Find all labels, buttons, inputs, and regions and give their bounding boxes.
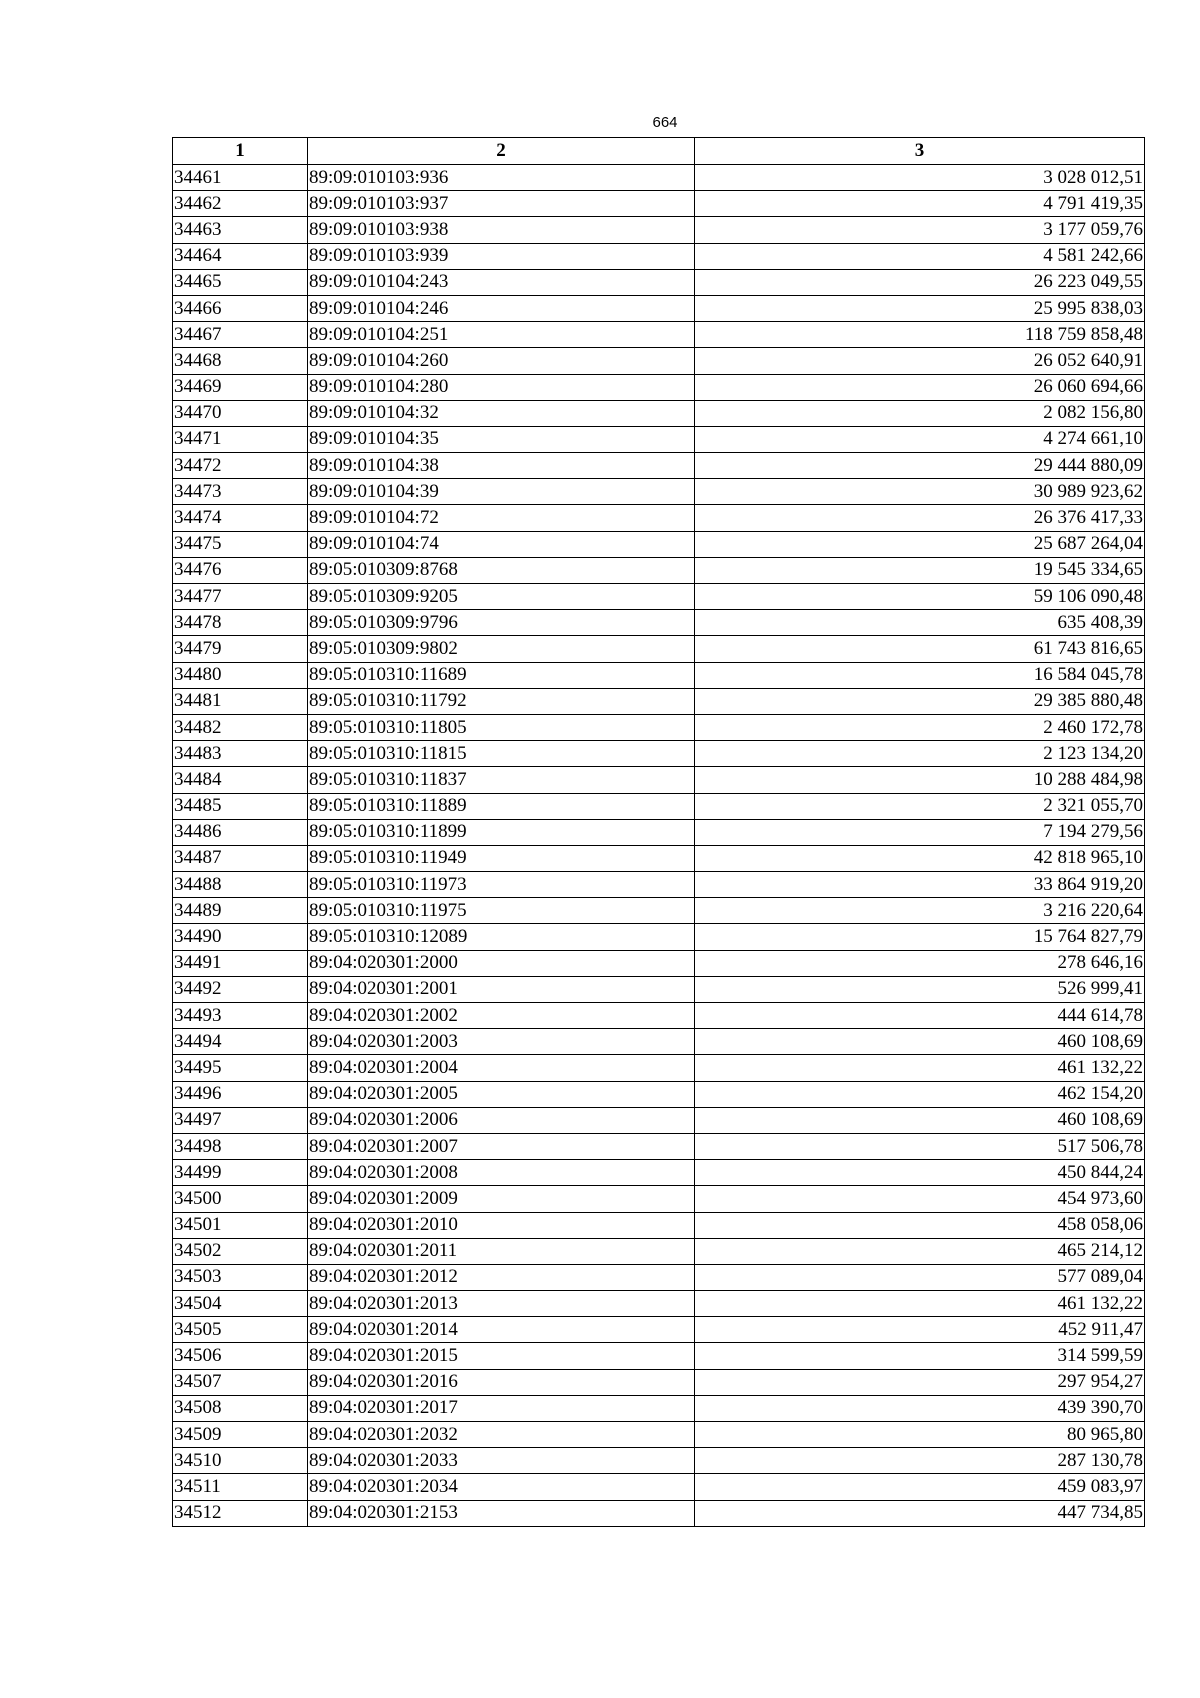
cadastral-value-cell: 577 089,04 — [695, 1264, 1145, 1290]
table-row — [173, 1343, 1145, 1369]
row-number-cell: 34473 — [173, 479, 308, 505]
table-row — [173, 767, 1145, 793]
cadastral-number-cell: 89:09:010104:38 — [308, 453, 695, 479]
cadastral-number-cell: 89:09:010104:74 — [308, 531, 695, 557]
cadastral-number-cell: 89:09:010104:243 — [308, 269, 695, 295]
table-row — [173, 426, 1145, 452]
cadastral-number-cell: 89:09:010103:936 — [308, 165, 695, 191]
cadastral-number-cell: 89:09:010104:39 — [308, 479, 695, 505]
table-row — [173, 191, 1145, 217]
cadastral-number-cell: 89:05:010309:9205 — [308, 584, 695, 610]
cadastral-number-cell: 89:05:010310:11815 — [308, 741, 695, 767]
row-number-cell: 34502 — [173, 1238, 308, 1264]
table-row — [173, 1212, 1145, 1238]
table-header — [173, 138, 1145, 165]
table-row — [173, 1264, 1145, 1290]
table-row — [173, 1081, 1145, 1107]
cadastral-value-cell: 26 052 640,91 — [695, 348, 1145, 374]
cadastral-value-cell: 29 385 880,48 — [695, 688, 1145, 714]
cadastral-value-cell: 3 216 220,64 — [695, 898, 1145, 924]
cadastral-value-cell: 2 123 134,20 — [695, 741, 1145, 767]
row-number-cell: 34476 — [173, 557, 308, 583]
column-header-3: 3 — [695, 138, 1145, 165]
table-row — [173, 1133, 1145, 1159]
table-row — [173, 1107, 1145, 1133]
cadastral-value-cell: 42 818 965,10 — [695, 845, 1145, 871]
cadastral-value-cell: 59 106 090,48 — [695, 584, 1145, 610]
table-row — [173, 453, 1145, 479]
table-row — [173, 217, 1145, 243]
table-row — [173, 374, 1145, 400]
cadastral-number-cell: 89:04:020301:2012 — [308, 1264, 695, 1290]
row-number-cell: 34486 — [173, 819, 308, 845]
table-row — [173, 584, 1145, 610]
row-number-cell: 34475 — [173, 531, 308, 557]
cadastral-number-cell: 89:04:020301:2004 — [308, 1055, 695, 1081]
cadastral-number-cell: 89:04:020301:2002 — [308, 1003, 695, 1029]
cadastral-value-cell: 3 177 059,76 — [695, 217, 1145, 243]
cadastral-value-cell: 80 965,80 — [695, 1422, 1145, 1448]
table-row — [173, 1003, 1145, 1029]
cadastral-number-cell: 89:09:010104:251 — [308, 322, 695, 348]
cadastral-number-cell: 89:05:010309:9802 — [308, 636, 695, 662]
cadastral-number-cell: 89:04:020301:2015 — [308, 1343, 695, 1369]
cadastral-value-cell: 10 288 484,98 — [695, 767, 1145, 793]
cadastral-number-cell: 89:04:020301:2032 — [308, 1422, 695, 1448]
cadastral-value-cell: 314 599,59 — [695, 1343, 1145, 1369]
row-number-cell: 34463 — [173, 217, 308, 243]
cadastral-number-cell: 89:05:010310:11889 — [308, 793, 695, 819]
cadastral-value-cell: 454 973,60 — [695, 1186, 1145, 1212]
cadastral-value-cell: 462 154,20 — [695, 1081, 1145, 1107]
row-number-cell: 34469 — [173, 374, 308, 400]
table-row — [173, 976, 1145, 1002]
cadastral-value-cell: 26 376 417,33 — [695, 505, 1145, 531]
row-number-cell: 34467 — [173, 322, 308, 348]
table-row — [173, 714, 1145, 740]
cadastral-value-cell: 26 060 694,66 — [695, 374, 1145, 400]
row-number-cell: 34491 — [173, 950, 308, 976]
row-number-cell: 34509 — [173, 1422, 308, 1448]
row-number-cell: 34494 — [173, 1029, 308, 1055]
row-number-cell: 34493 — [173, 1003, 308, 1029]
row-number-cell: 34481 — [173, 688, 308, 714]
table-row — [173, 1055, 1145, 1081]
cadastral-value-cell: 26 223 049,55 — [695, 269, 1145, 295]
row-number-cell: 34507 — [173, 1369, 308, 1395]
row-number-cell: 34478 — [173, 610, 308, 636]
cadastral-value-cell: 517 506,78 — [695, 1133, 1145, 1159]
row-number-cell: 34470 — [173, 400, 308, 426]
table-row — [173, 243, 1145, 269]
cadastral-number-cell: 89:09:010103:939 — [308, 243, 695, 269]
table-row — [173, 688, 1145, 714]
table-row — [173, 610, 1145, 636]
cadastral-value-cell: 33 864 919,20 — [695, 872, 1145, 898]
row-number-cell: 34496 — [173, 1081, 308, 1107]
row-number-cell: 34468 — [173, 348, 308, 374]
cadastral-number-cell: 89:05:010309:9796 — [308, 610, 695, 636]
table-row — [173, 1317, 1145, 1343]
row-number-cell: 34484 — [173, 767, 308, 793]
row-number-cell: 34497 — [173, 1107, 308, 1133]
cadastral-value-cell: 460 108,69 — [695, 1107, 1145, 1133]
row-number-cell: 34504 — [173, 1291, 308, 1317]
cadastral-number-cell: 89:04:020301:2006 — [308, 1107, 695, 1133]
page-number: 664 — [652, 114, 678, 131]
row-number-cell: 34488 — [173, 872, 308, 898]
cadastral-number-cell: 89:04:020301:2000 — [308, 950, 695, 976]
cadastral-number-cell: 89:09:010104:72 — [308, 505, 695, 531]
cadastral-number-cell: 89:04:020301:2016 — [308, 1369, 695, 1395]
cadastral-value-cell: 15 764 827,79 — [695, 924, 1145, 950]
cadastral-value-cell: 278 646,16 — [695, 950, 1145, 976]
table-row — [173, 845, 1145, 871]
table-row — [173, 1422, 1145, 1448]
table-row — [173, 479, 1145, 505]
cadastral-number-cell: 89:04:020301:2005 — [308, 1081, 695, 1107]
cadastral-value-cell: 2 082 156,80 — [695, 400, 1145, 426]
row-number-cell: 34495 — [173, 1055, 308, 1081]
cadastral-value-cell: 465 214,12 — [695, 1238, 1145, 1264]
cadastral-number-cell: 89:04:020301:2003 — [308, 1029, 695, 1055]
cadastral-value-cell: 447 734,85 — [695, 1500, 1145, 1526]
row-number-cell: 34487 — [173, 845, 308, 871]
cadastral-number-cell: 89:09:010104:260 — [308, 348, 695, 374]
cadastral-value-table — [172, 137, 1145, 1527]
row-number-cell: 34492 — [173, 976, 308, 1002]
row-number-cell: 34471 — [173, 426, 308, 452]
table-row — [173, 1160, 1145, 1186]
cadastral-number-cell: 89:05:010310:11689 — [308, 662, 695, 688]
row-number-cell: 34477 — [173, 584, 308, 610]
cadastral-number-cell: 89:09:010104:32 — [308, 400, 695, 426]
cadastral-number-cell: 89:05:010310:11975 — [308, 898, 695, 924]
table-row — [173, 348, 1145, 374]
row-number-cell: 34505 — [173, 1317, 308, 1343]
row-number-cell: 34500 — [173, 1186, 308, 1212]
cadastral-number-cell: 89:09:010103:937 — [308, 191, 695, 217]
cadastral-value-cell: 2 460 172,78 — [695, 714, 1145, 740]
table-row — [173, 1029, 1145, 1055]
cadastral-number-cell: 89:04:020301:2007 — [308, 1133, 695, 1159]
table-row — [173, 636, 1145, 662]
table-row — [173, 950, 1145, 976]
cadastral-number-cell: 89:04:020301:2153 — [308, 1500, 695, 1526]
column-header-2: 2 — [308, 138, 695, 165]
cadastral-number-cell: 89:05:010310:11837 — [308, 767, 695, 793]
row-number-cell: 34508 — [173, 1395, 308, 1421]
table-row — [173, 400, 1145, 426]
cadastral-value-cell: 4 274 661,10 — [695, 426, 1145, 452]
table-row — [173, 924, 1145, 950]
row-number-cell: 34485 — [173, 793, 308, 819]
table-row — [173, 269, 1145, 295]
row-number-cell: 34511 — [173, 1474, 308, 1500]
cadastral-number-cell: 89:09:010104:246 — [308, 295, 695, 321]
table-row — [173, 1291, 1145, 1317]
table-row — [173, 662, 1145, 688]
column-header-1: 1 — [173, 138, 308, 165]
cadastral-number-cell: 89:04:020301:2014 — [308, 1317, 695, 1343]
table-row — [173, 322, 1145, 348]
row-number-cell: 34498 — [173, 1133, 308, 1159]
row-number-cell: 34506 — [173, 1343, 308, 1369]
table-row — [173, 295, 1145, 321]
row-number-cell: 34510 — [173, 1448, 308, 1474]
table-row — [173, 741, 1145, 767]
cadastral-number-cell: 89:04:020301:2009 — [308, 1186, 695, 1212]
table-row — [173, 819, 1145, 845]
cadastral-number-cell: 89:04:020301:2033 — [308, 1448, 695, 1474]
row-number-cell: 34499 — [173, 1160, 308, 1186]
row-number-cell: 34490 — [173, 924, 308, 950]
cadastral-number-cell: 89:04:020301:2011 — [308, 1238, 695, 1264]
table-row — [173, 165, 1145, 191]
row-number-cell: 34474 — [173, 505, 308, 531]
cadastral-value-cell: 460 108,69 — [695, 1029, 1145, 1055]
cadastral-value-cell: 461 132,22 — [695, 1291, 1145, 1317]
cadastral-number-cell: 89:09:010104:280 — [308, 374, 695, 400]
cadastral-value-cell: 450 844,24 — [695, 1160, 1145, 1186]
cadastral-number-cell: 89:04:020301:2013 — [308, 1291, 695, 1317]
cadastral-number-cell: 89:05:010309:8768 — [308, 557, 695, 583]
row-number-cell: 34465 — [173, 269, 308, 295]
cadastral-value-cell: 452 911,47 — [695, 1317, 1145, 1343]
cadastral-value-cell: 2 321 055,70 — [695, 793, 1145, 819]
table-row — [173, 557, 1145, 583]
row-number-cell: 34462 — [173, 191, 308, 217]
cadastral-value-cell: 4 581 242,66 — [695, 243, 1145, 269]
table-row — [173, 898, 1145, 924]
row-number-cell: 34464 — [173, 243, 308, 269]
cadastral-value-cell: 25 687 264,04 — [695, 531, 1145, 557]
table-row — [173, 872, 1145, 898]
cadastral-value-cell: 25 995 838,03 — [695, 295, 1145, 321]
cadastral-value-cell: 4 791 419,35 — [695, 191, 1145, 217]
row-number-cell: 34503 — [173, 1264, 308, 1290]
cadastral-value-cell: 461 132,22 — [695, 1055, 1145, 1081]
cadastral-number-cell: 89:05:010310:11805 — [308, 714, 695, 740]
row-number-cell: 34483 — [173, 741, 308, 767]
row-number-cell: 34512 — [173, 1500, 308, 1526]
cadastral-value-cell: 30 989 923,62 — [695, 479, 1145, 505]
table-row — [173, 1369, 1145, 1395]
cadastral-value-cell: 458 058,06 — [695, 1212, 1145, 1238]
cadastral-value-cell: 287 130,78 — [695, 1448, 1145, 1474]
cadastral-value-cell: 61 743 816,65 — [695, 636, 1145, 662]
cadastral-number-cell: 89:05:010310:12089 — [308, 924, 695, 950]
table-row — [173, 505, 1145, 531]
table-header-row — [173, 138, 1145, 165]
row-number-cell: 34489 — [173, 898, 308, 924]
table-row — [173, 1500, 1145, 1526]
cadastral-number-cell: 89:04:020301:2001 — [308, 976, 695, 1002]
cadastral-number-cell: 89:05:010310:11949 — [308, 845, 695, 871]
cadastral-number-cell: 89:04:020301:2010 — [308, 1212, 695, 1238]
cadastral-value-cell: 29 444 880,09 — [695, 453, 1145, 479]
cadastral-value-cell: 526 999,41 — [695, 976, 1145, 1002]
cadastral-value-cell: 3 028 012,51 — [695, 165, 1145, 191]
table-row — [173, 1448, 1145, 1474]
cadastral-value-cell: 118 759 858,48 — [695, 322, 1145, 348]
row-number-cell: 34472 — [173, 453, 308, 479]
cadastral-value-cell: 297 954,27 — [695, 1369, 1145, 1395]
table-row — [173, 1238, 1145, 1264]
cadastral-number-cell: 89:09:010104:35 — [308, 426, 695, 452]
cadastral-number-cell: 89:09:010103:938 — [308, 217, 695, 243]
cadastral-value-cell: 444 614,78 — [695, 1003, 1145, 1029]
cadastral-value-cell: 439 390,70 — [695, 1395, 1145, 1421]
cadastral-number-cell: 89:04:020301:2008 — [308, 1160, 695, 1186]
table-row — [173, 531, 1145, 557]
cadastral-value-cell: 16 584 045,78 — [695, 662, 1145, 688]
row-number-cell: 34480 — [173, 662, 308, 688]
table-row — [173, 793, 1145, 819]
cadastral-value-cell: 459 083,97 — [695, 1474, 1145, 1500]
cadastral-value-cell: 7 194 279,56 — [695, 819, 1145, 845]
cadastral-number-cell: 89:04:020301:2034 — [308, 1474, 695, 1500]
row-number-cell: 34501 — [173, 1212, 308, 1238]
table-body — [173, 165, 1145, 1527]
cadastral-number-cell: 89:04:020301:2017 — [308, 1395, 695, 1421]
row-number-cell: 34466 — [173, 295, 308, 321]
row-number-cell: 34479 — [173, 636, 308, 662]
cadastral-value-cell: 19 545 334,65 — [695, 557, 1145, 583]
cadastral-number-cell: 89:05:010310:11899 — [308, 819, 695, 845]
row-number-cell: 34461 — [173, 165, 308, 191]
table-row — [173, 1186, 1145, 1212]
cadastral-value-cell: 635 408,39 — [695, 610, 1145, 636]
table-row — [173, 1474, 1145, 1500]
cadastral-number-cell: 89:05:010310:11792 — [308, 688, 695, 714]
cadastral-number-cell: 89:05:010310:11973 — [308, 872, 695, 898]
row-number-cell: 34482 — [173, 714, 308, 740]
table-row — [173, 1395, 1145, 1421]
